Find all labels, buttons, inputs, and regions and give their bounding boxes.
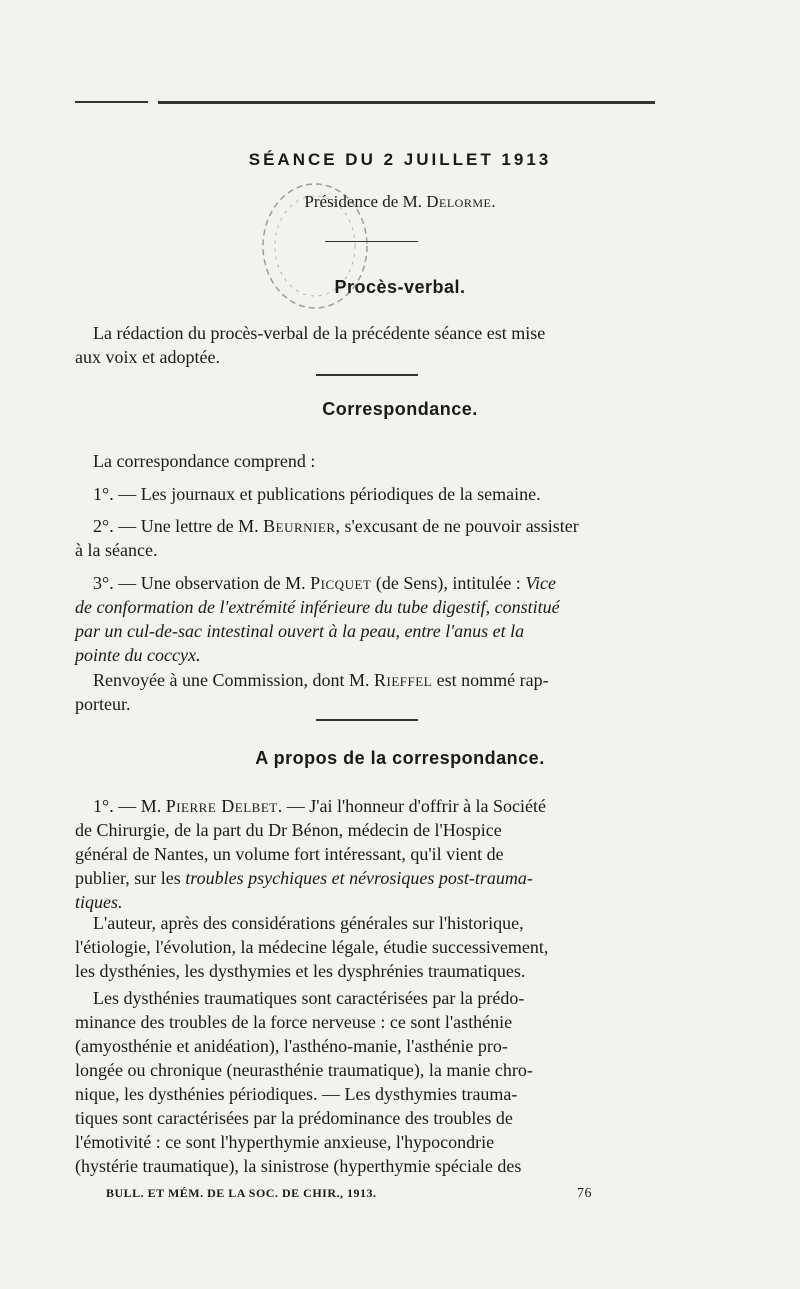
presidency-prefix: Présidence de M. [304,192,422,211]
proces-verbal-text [75,321,658,369]
correspondance-heading: Correspondance. [322,399,478,419]
p1-line4-prefix: publier, sur les [75,868,186,888]
correspondance-item-1: 1°. — Les journaux et publications périodiques de la semaine. [93,484,541,504]
text-line: aux voix et adoptée. [75,347,220,367]
correspondance-item-2 [75,514,658,562]
text-line: tiques. [75,892,123,912]
text-line: nique, les dysthénies périodiques. — Les dysthymies trauma- [75,1084,518,1104]
text-line: l'émotivité : ce sont l'hyperthymie anxieuse, l'hypocondrie [75,1132,495,1152]
text-line: à la séance. [75,540,158,560]
a-propos-paragraph-3 [75,986,658,1178]
text-line: porteur. [75,694,131,714]
a-propos-heading: A propos de la correspondance. [255,748,545,768]
proces-verbal-heading: Procès-verbal. [334,277,466,297]
person-name: Beurnier [263,516,336,536]
text-line: de conformation de l'extrémité inférieure du tube digestif, constitué [75,597,560,617]
p1-prefix: 1°. — M. [93,796,162,816]
item3-italic: Vice [525,573,556,593]
correspondance-item-3 [75,571,658,667]
text-line: (hystérie traumatique), la sinistrose (hyperthymie spéciale des [75,1156,522,1176]
text-line [75,668,658,692]
text-line: pointe du coccyx. [75,645,201,665]
text-line: général de Nantes, un volume fort intéressant, qu'il vient de [75,844,504,864]
person-name: Pierre Delbet [165,796,278,816]
text-line: Les dysthénies traumatiques sont caractérisées par la prédo- [93,988,525,1008]
text-line: (amyosthénie et anidéation), l'asthéno-manie, l'asthénie pro- [75,1036,508,1056]
text-line: tiques sont caractérisées par la prédominance des troubles de [75,1108,513,1128]
renvoi-prefix: Renvoyée à une Commission, dont M. [93,670,370,690]
section-separator [316,374,418,376]
text-line: L'auteur, après des considérations générales sur l'historique, [93,913,524,933]
person-name: Rieffel [373,670,433,690]
person-name: Picquet [310,573,372,593]
item2-suffix: , s'excusant de ne pouvoir assister [335,516,579,536]
text-line [75,794,658,818]
a-propos-paragraph-2 [75,911,658,983]
text-line [75,866,658,890]
text-line: La rédaction du procès-verbal de la précédente séance est mise [93,323,546,343]
presidency-line [0,192,800,212]
page-number: 76 [577,1186,592,1201]
top-rule-left [75,101,148,103]
renvoi-suffix: est nommé rap- [432,670,549,690]
item2-prefix: 2°. — Une lettre de M. [93,516,259,536]
p1-suffix: . — J'ai l'honneur d'offrir à la Société [277,796,547,816]
item3-prefix: 3°. — Une observation de M. [93,573,306,593]
item3-suffix: (de Sens), intitulée : [371,573,526,593]
text-line: les dysthénies, les dysthymies et les dysphrénies traumatiques. [75,961,526,981]
divider-rule [325,241,418,242]
correspondance-renvoi [75,668,658,716]
presidency-end: . [491,192,496,211]
text-line: longée ou chronique (neurasthénie traumatique), la manie chro- [75,1060,533,1080]
a-propos-paragraph-1 [75,794,658,914]
top-rule-right [158,101,655,104]
session-title: SÉANCE DU 2 JUILLET 1913 [248,150,552,169]
text-line: l'étiologie, l'évolution, la médecine légale, étudie successivement, [75,937,549,957]
text-line [75,571,658,595]
correspondance-intro: La correspondance comprend : [93,451,316,471]
president-name: Delorme [426,192,492,211]
text-line: minance des troubles de la force nerveuse : ce sont l'asthénie [75,1012,513,1032]
section-separator [316,719,418,721]
p1-line4-italic: troubles psychiques et névrosiques post-trauma- [185,868,533,888]
text-line: de Chirurgie, de la part du Dr Bénon, médecin de l'Hospice [75,820,502,840]
journal-source: BULL. ET MÉM. DE LA SOC. DE CHIR., 1913. [106,1186,377,1200]
text-line: par un cul-de-sac intestinal ouvert à la peau, entre l'anus et la [75,621,525,641]
text-line [75,514,658,538]
